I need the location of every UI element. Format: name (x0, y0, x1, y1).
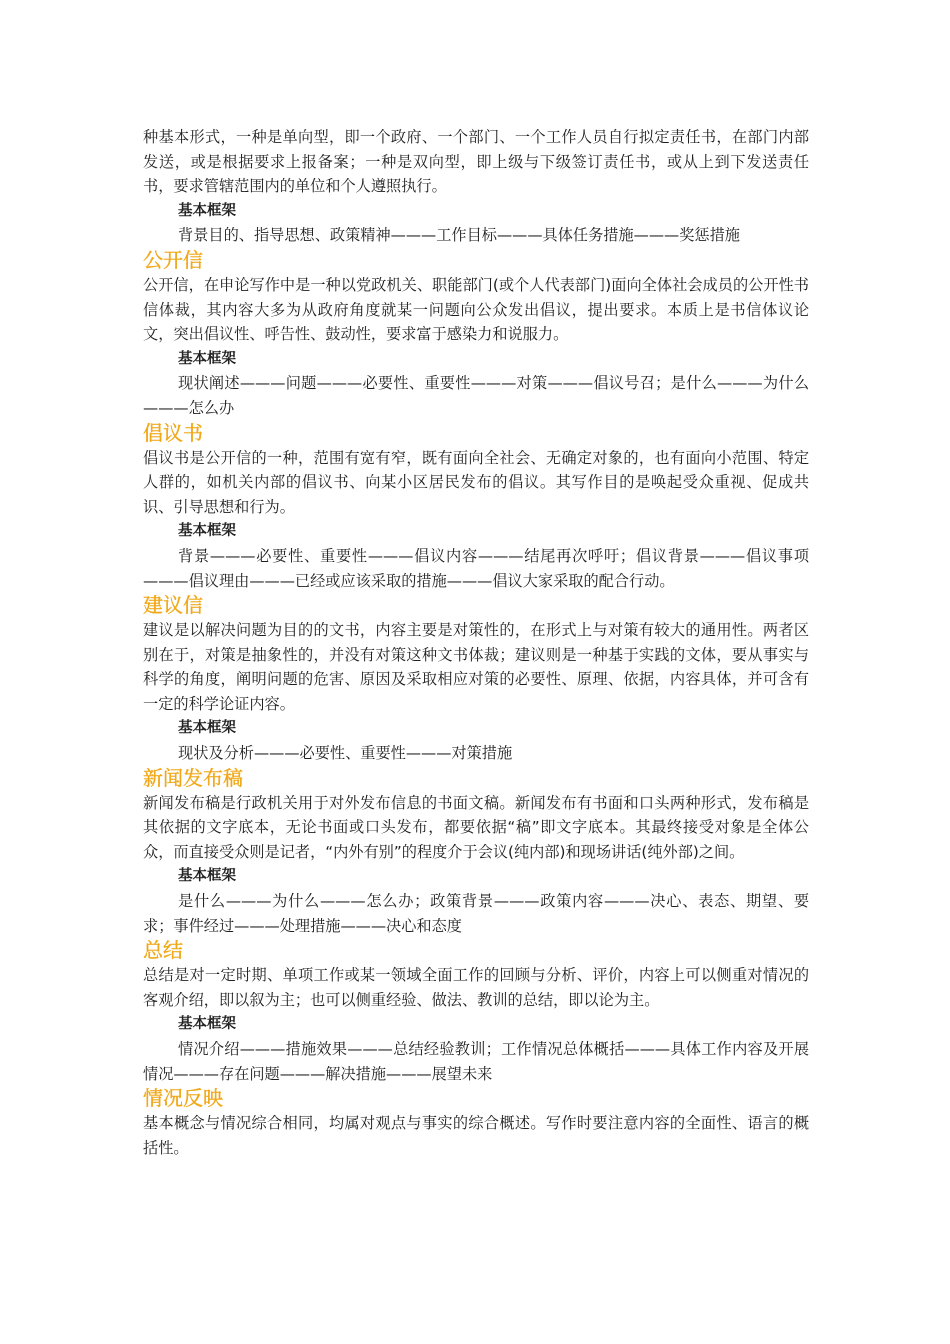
intro-paragraph: 种基本形式，一种是单向型，即一个政府、一个部门、一个工作人员自行拟定责任书，在部门内部发送，或是根据要求上报备案；一种是双向型，即上级与下级签订责任书，或从上到下发送责任书，要求管辖范围内的单位和个人遵照执行。 (143, 128, 809, 196)
section-heading-suggestion-letter: 建议信 (143, 593, 203, 618)
frame-text: 现状阐述———问题———必要性、重要性———对策———倡议号召；是什么———为什么———怎么办 (143, 374, 809, 417)
section-heading-press-release: 新闻发布稿 (143, 765, 243, 790)
section-paragraph: 公开信，在申论写作中是一种以党政机关、职能部门(或个人代表部门)面向全体社会成员的公开性书信体裁，其内容大多为从政府角度就某一问题向公众发出倡议，提出要求。本质上是书信体议论文，突出倡议性、呼告性、鼓动性，要求富于感染力和说服力。 (143, 275, 809, 344)
section-heading-proposal: 倡议书 (143, 420, 203, 445)
frame-label: 基本框架 (178, 1016, 236, 1033)
section-heading-situation-report: 情况反映 (143, 1086, 223, 1111)
section-paragraph: 倡议书是公开信的一种，范围有宽有窄，既有面向全社会、无确定对象的，也有面向小范围、特定人群的，如机关内部的倡议书、向某小区居民发布的倡议。其写作目的是唤起受众重视、促成共识、引导思想和行为。 (143, 448, 809, 516)
frame-label: 基本框架 (178, 350, 236, 367)
frame-label: 基本框架 (178, 868, 236, 885)
section-heading-summary: 总结 (143, 938, 183, 963)
frame-text: 背景———必要性、重要性———倡议内容———结尾再次呼吁；倡议背景———倡议事项———倡议理由———已经或应该采取的措施———倡议大家采取的配合行动。 (143, 546, 809, 590)
section-heading-open-letter: 公开信 (143, 247, 203, 272)
frame-text: 是什么———为什么———怎么办；政策背景———政策内容———决心、表态、期望、要求；事件经过———处理措施———决心和态度 (143, 892, 809, 935)
frame-label: 基本框架 (178, 720, 236, 737)
section-paragraph: 基本概念与情况综合相同，均属对观点与事实的综合概述。写作时要注意内容的全面性、语言的概括性。 (143, 1114, 809, 1157)
document-page (143, 125, 809, 1160)
section-paragraph: 总结是对一定时期、单项工作或某一领域全面工作的回顾与分析、评价，内容上可以侧重对情况的客观介绍，即以叙为主；也可以侧重经验、做法、教训的总结，即以论为主。 (143, 966, 809, 1009)
section-paragraph: 建议是以解决问题为目的的文书，内容主要是对策性的，在形式上与对策有较大的通用性。两者区别在于，对策是抽象性的，并没有对策这种文书体裁；建议则是一种基于实践的文体，要从事实与科学的角度，阐明问题的危害、原因及采取相应对策的必要性、原理、依据，内容具体，并可含有一定的科学论证内容。 (143, 621, 809, 713)
frame-text: 情况介绍———措施效果———总结经验教训；工作情况总体概括———具体工作内容及开展情况———存在问题———解决措施———展望未来 (143, 1040, 809, 1083)
section-paragraph: 新闻发布稿是行政机关用于对外发布信息的书面文稿。新闻发布有书面和口头两种形式，发布稿是其依据的文字底本，无论书面或口头发布，都要依据“稿”即文字底本。其最终接受对象是全体公众，而直接受众则是记者，“内外有别”的程度介于会议(纯内部)和现场讲话(纯外部)之间。 (143, 793, 809, 861)
frame-label: 基本框架 (178, 202, 236, 219)
frame-label: 基本框架 (178, 523, 236, 540)
frame-text: 现状及分析———必要性、重要性———对策措施 (178, 744, 513, 763)
frame-text: 背景目的、指导思想、政策精神———工作目标———具体任务措施———奖惩措施 (178, 226, 740, 245)
